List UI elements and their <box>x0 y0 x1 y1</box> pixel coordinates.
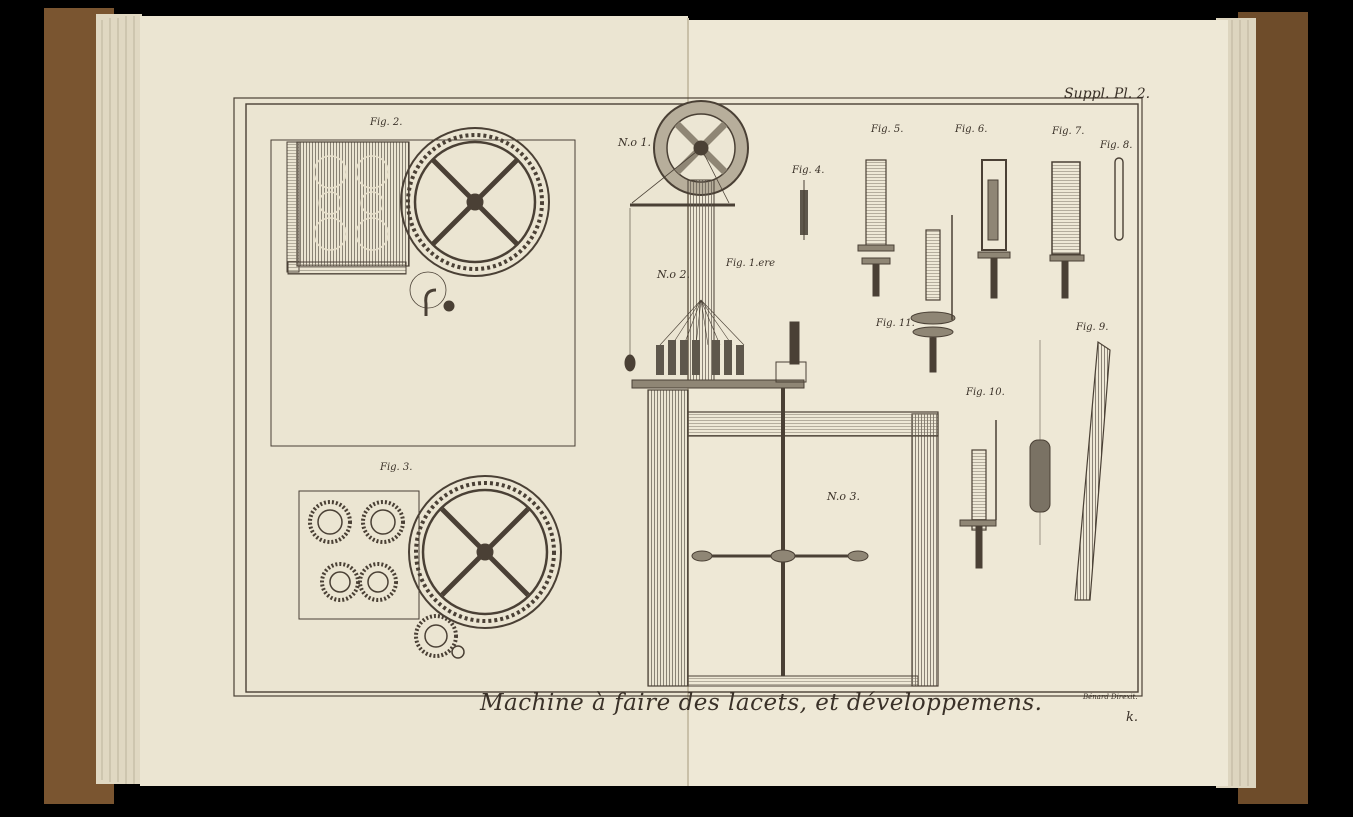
fig3-label: Fig. 3. <box>380 462 413 473</box>
plate-caption: Machine à faire des lacets, et développemens. <box>480 690 1043 716</box>
n3-label: N.o 3. <box>827 490 861 503</box>
signature-mark: k. <box>1126 710 1139 725</box>
left-page <box>140 16 691 786</box>
n1-label: N.o 1. <box>618 136 652 149</box>
fig9-label: Fig. 9. <box>1076 322 1109 333</box>
fig5-label: Fig. 5. <box>871 124 904 135</box>
fig1-label: Fig. 1.ere <box>726 258 776 269</box>
engraver-credit: Bénard Direxit. <box>1083 693 1138 701</box>
fig10-label: Fig. 10. <box>966 387 1005 398</box>
fig6-label: Fig. 6. <box>955 124 988 135</box>
fig11-label: Fig. 11. <box>876 318 915 329</box>
plate-reference: Suppl. Pl. 2. <box>1064 86 1151 102</box>
fig2-label: Fig. 2. <box>370 117 403 128</box>
n2-label: N.o 2. <box>657 268 691 281</box>
fig7-label: Fig. 7. <box>1052 126 1085 137</box>
fig8-label: Fig. 8. <box>1100 140 1133 151</box>
left-page-edges <box>96 14 142 784</box>
fig4-label: Fig. 4. <box>792 165 825 176</box>
